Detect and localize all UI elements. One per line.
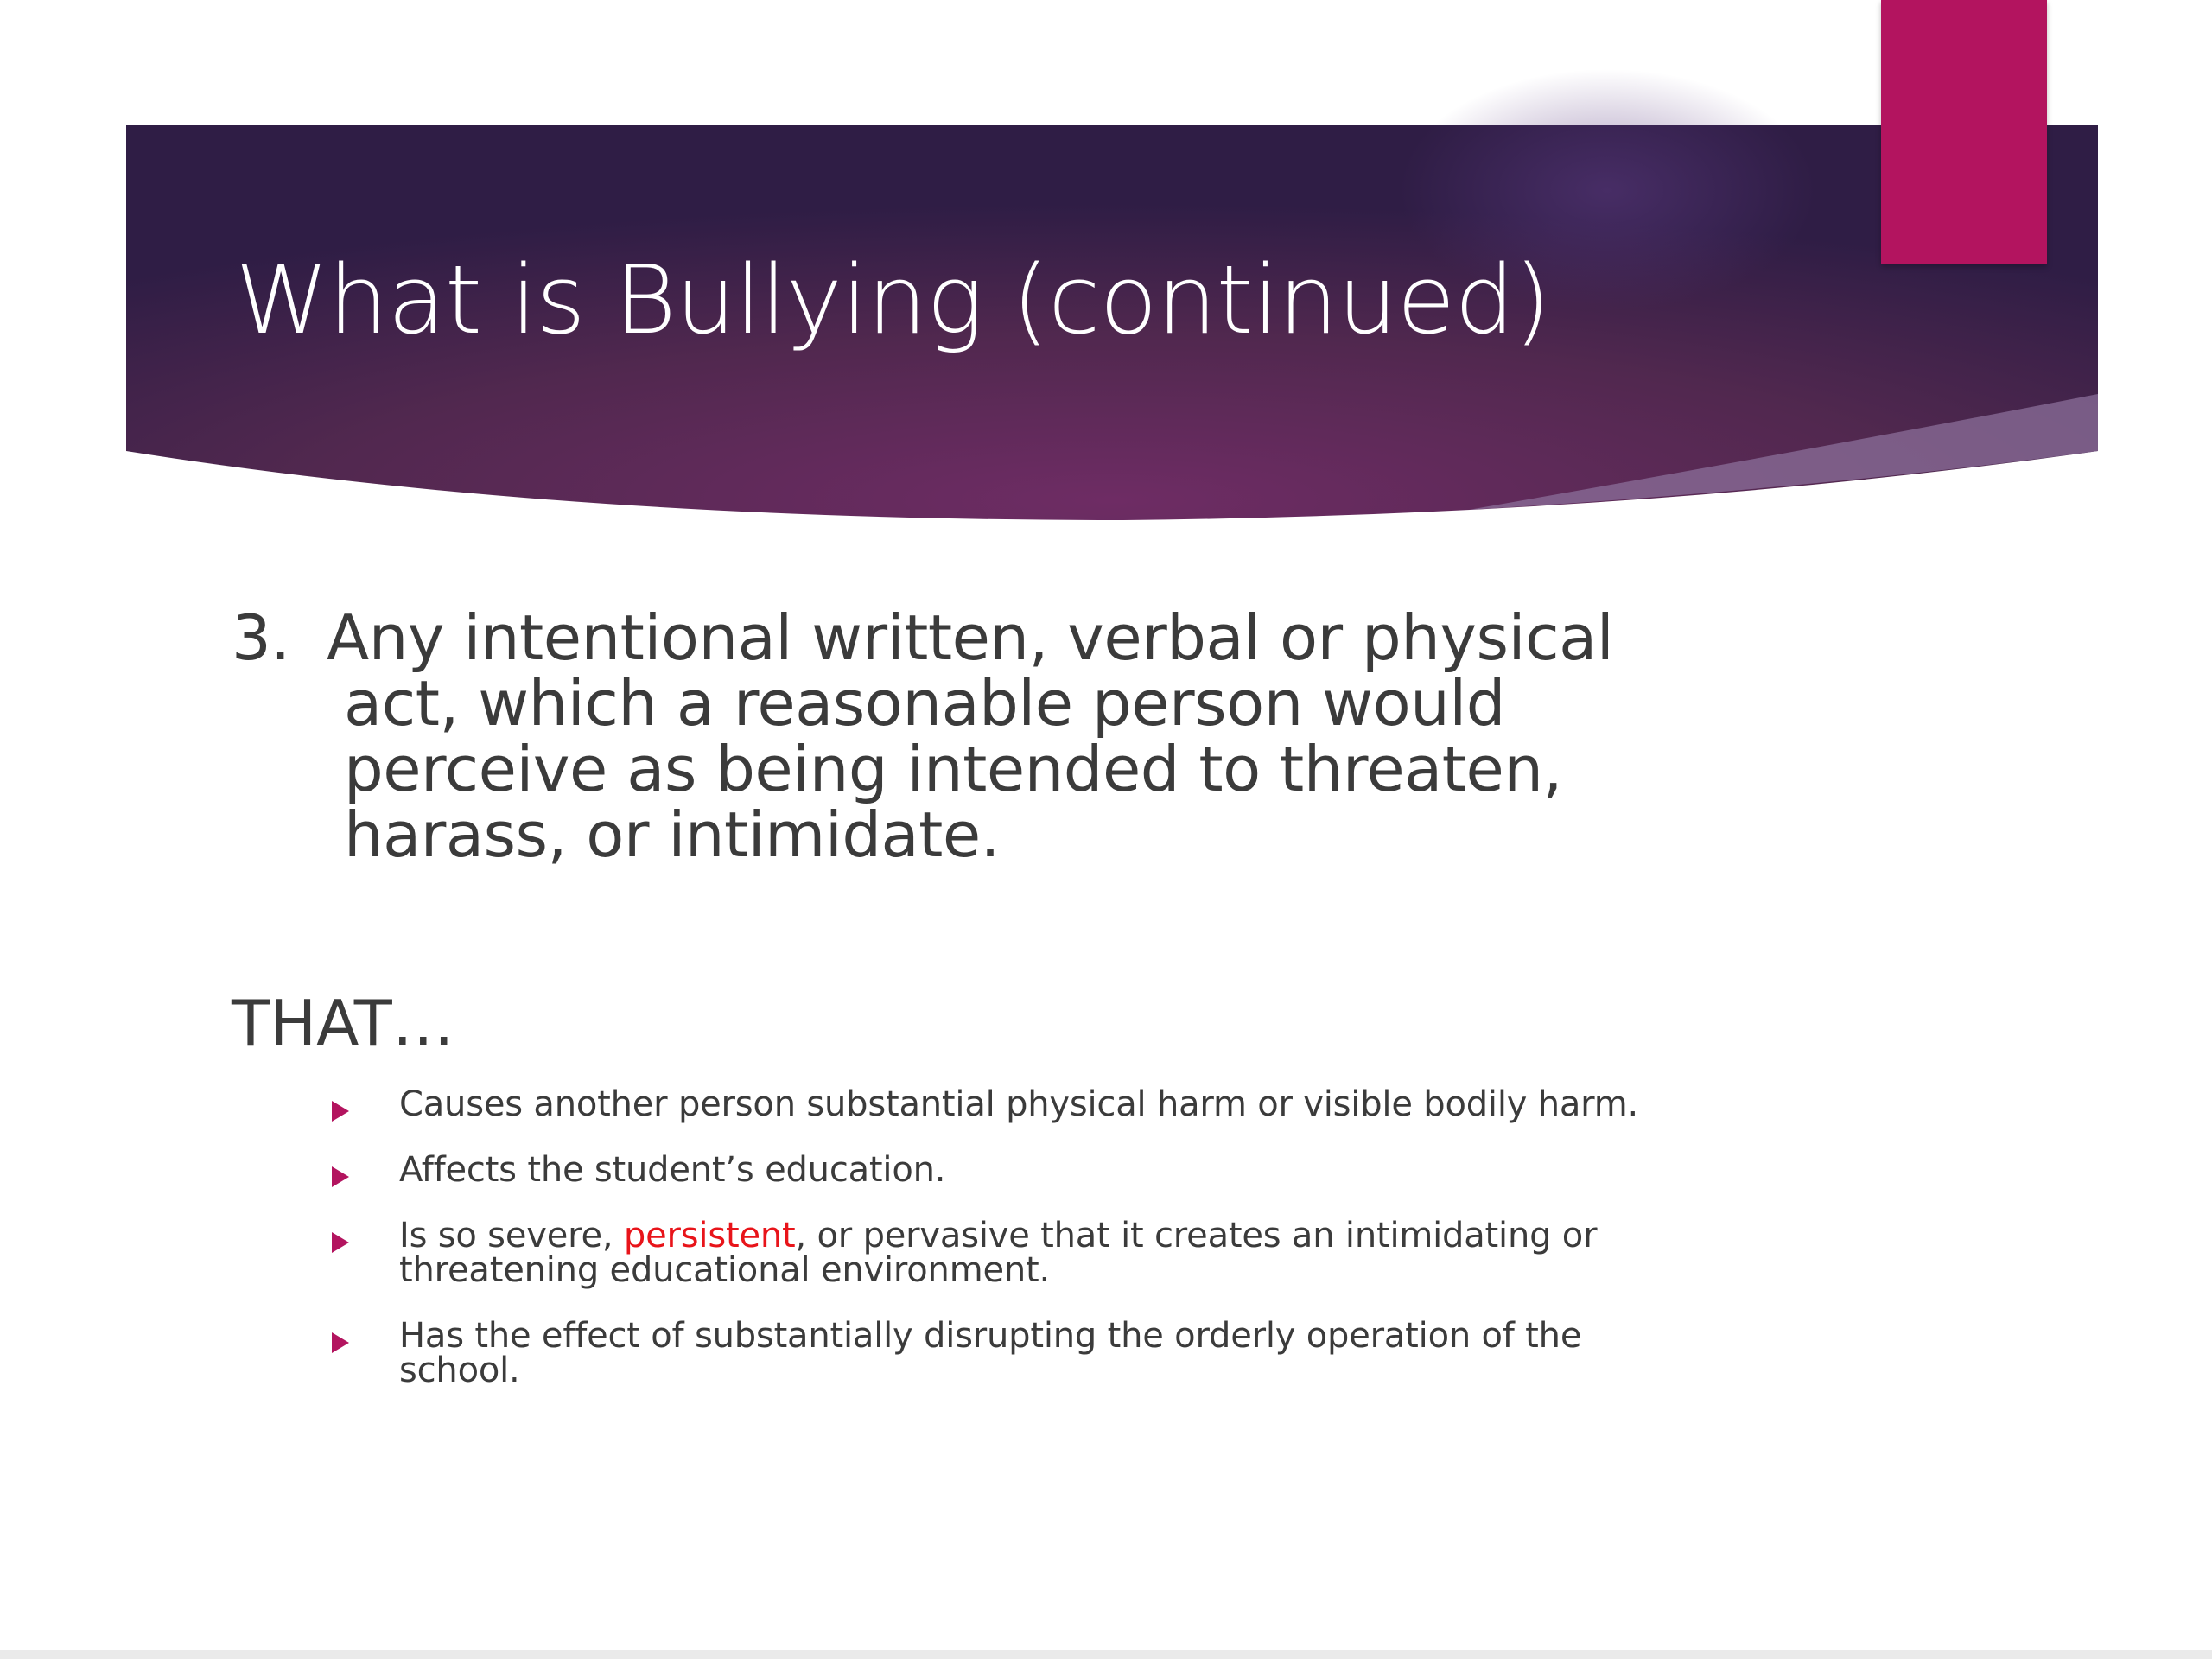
bullet-text: , or pervasive that it creates an intimidating or — [795, 1216, 1598, 1255]
bullet-line-1 — [399, 1218, 1745, 1253]
bullet-line-1: Has the effect of substantially disrupting the orderly operation of the — [399, 1316, 1582, 1356]
list-item — [328, 1316, 1745, 1390]
triangle-right-icon — [332, 1101, 349, 1122]
numbered-item — [232, 601, 1752, 871]
triangle-right-icon — [332, 1332, 349, 1353]
that-label: THAT… — [232, 987, 454, 1059]
triangle-right-icon — [332, 1166, 349, 1187]
list-item — [328, 1084, 1745, 1124]
slide-title: What is Bullying (continued) — [235, 245, 1550, 355]
triangle-right-icon — [332, 1232, 349, 1253]
numbered-item-line-2: act, which a reasonable person would — [344, 667, 1505, 740]
bullet-line-2: threatening educational environment. — [399, 1250, 1051, 1290]
bullet-list — [328, 1084, 1745, 1419]
accent-tab — [1881, 0, 2047, 264]
numbered-item-line-1 — [232, 601, 1752, 674]
highlighted-word: persistent — [623, 1216, 796, 1255]
bullet-line-2: school. — [399, 1351, 520, 1390]
numbered-item-line-3: perceive as being intended to threaten, — [344, 733, 1562, 805]
numbered-item-text: Any intentional written, verbal or physical — [327, 601, 1614, 674]
numbered-item-marker: 3. — [232, 601, 290, 674]
bullet-text: Is so severe, — [399, 1216, 624, 1255]
list-item — [328, 1216, 1745, 1290]
bottom-strip — [0, 1650, 2212, 1659]
numbered-item-line-4: harass, or intimidate. — [344, 798, 1001, 871]
bullet-text: Affects the student’s education. — [399, 1150, 946, 1190]
bullet-text: Causes another person substantial physical harm or visible bodily harm. — [399, 1084, 1639, 1124]
list-item — [328, 1150, 1745, 1190]
